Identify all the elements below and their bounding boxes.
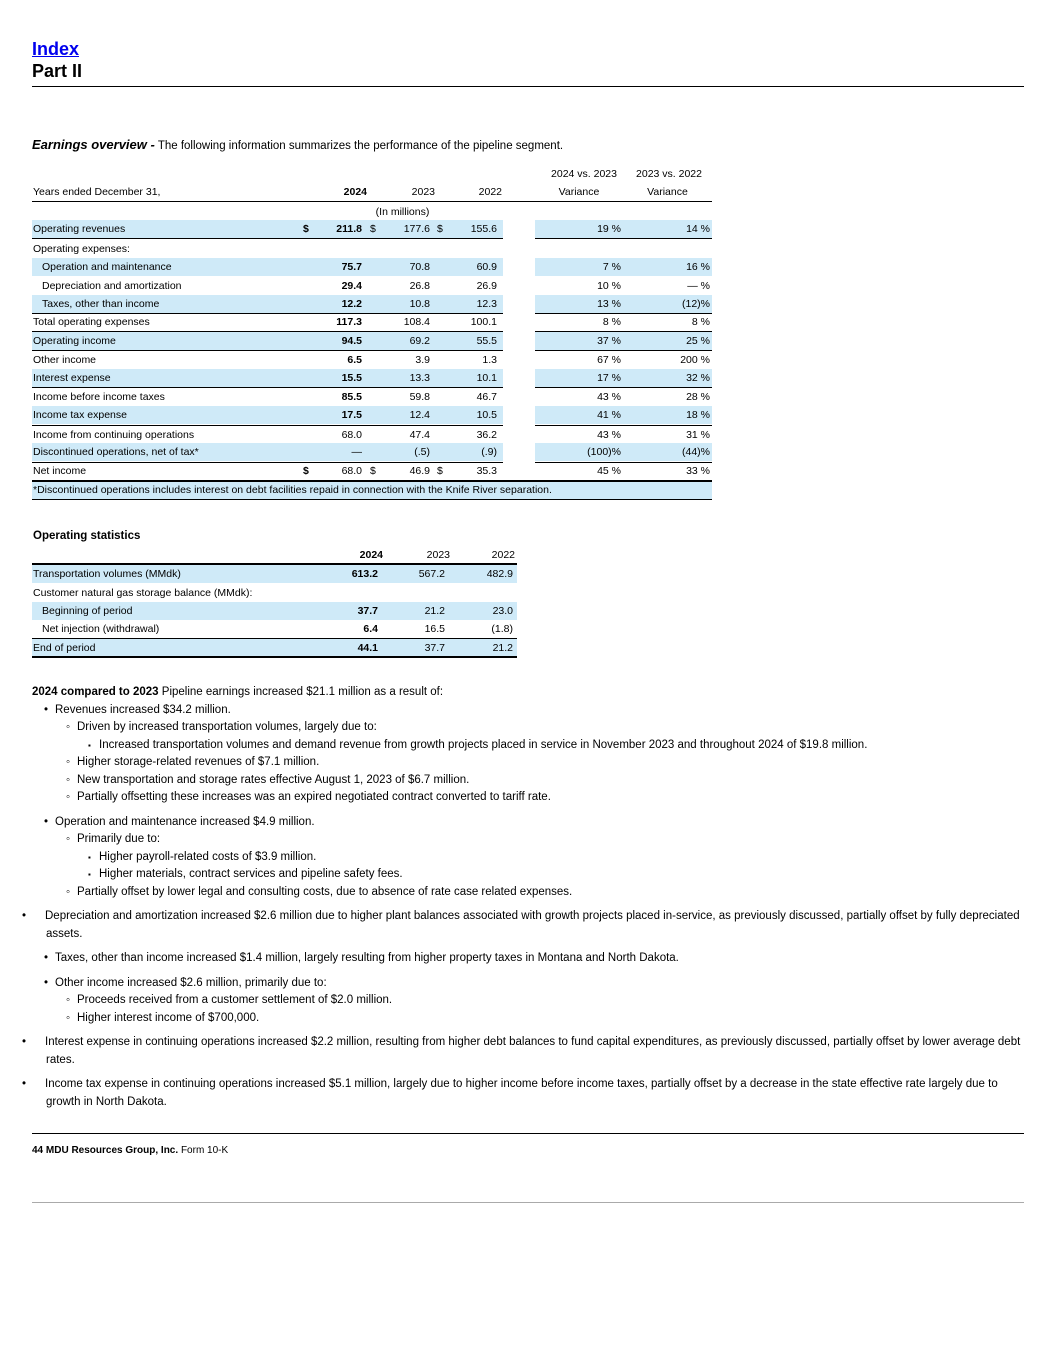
variance-2024-vs-2023: 17 % (597, 372, 621, 384)
dollar-sign: $ (437, 223, 443, 235)
stats-2023-header: 2023 (426, 549, 450, 561)
stats-value-2023: 567.2 (418, 568, 445, 580)
narrative-bullet-item (32, 772, 1032, 790)
narrative-bullet-item (32, 831, 1032, 849)
value-2023: (.5) (414, 446, 430, 458)
variance-2024-vs-2023: (100)% (587, 446, 621, 458)
stats-row-label: Beginning of period (42, 605, 133, 617)
narrative-heading-text: Pipeline earnings increased $21.1 million as a result of: (161, 686, 444, 698)
bullet-icon: ◦ (66, 721, 71, 733)
narrative-bullet-item (32, 975, 1032, 993)
value-2022: 12.3 (476, 298, 497, 310)
value-2024: 17.5 (341, 409, 362, 421)
stats-value-2024: 37.7 (357, 605, 378, 617)
value-2024: 85.5 (341, 391, 362, 403)
variance-2023-vs-2022: 200 % (680, 354, 710, 366)
var2-header-bottom: Variance (647, 186, 688, 198)
row-label: Net income (33, 465, 87, 477)
bullet-icon: ▪ (88, 870, 91, 879)
value-2023: 69.2 (409, 335, 430, 347)
value-2023: 108.4 (403, 316, 430, 328)
footer-rule (32, 1133, 1024, 1134)
dollar-sign: $ (370, 465, 376, 477)
bullet-icon: • (22, 910, 27, 922)
earnings-intro-label: Earnings overview - (32, 137, 155, 152)
bullet-icon: ◦ (66, 773, 71, 786)
value-2023: 46.9 (409, 465, 430, 477)
variance-2023-vs-2022: — % (687, 280, 710, 292)
narrative-bullet-item (32, 950, 1032, 968)
row-label: Discontinued operations, net of tax* (33, 446, 199, 458)
row-label: Operating revenues (33, 223, 126, 235)
stats-row-label: Net injection (withdrawal) (42, 623, 160, 635)
stats-2024-header: 2024 (359, 549, 383, 561)
narrative-item-text: Other income increased $2.6 million, primarily due to: (55, 976, 327, 989)
dollar-sign: $ (303, 223, 309, 235)
footer-form: Form 10-K (180, 1145, 229, 1156)
footer-company: 44 MDU Resources Group, Inc. (32, 1145, 179, 1156)
bullet-icon: ◦ (66, 756, 71, 768)
value-2022: 26.9 (476, 280, 497, 292)
narrative-item-text: Operation and maintenance increased $4.9 million. (55, 815, 315, 828)
value-2024: 75.7 (341, 261, 362, 273)
value-2022: 46.7 (476, 391, 497, 403)
bullet-icon: ◦ (66, 885, 71, 898)
narrative-item-text: Increased transportation volumes and demand revenue from growth projects placed in service in November 2023 and throughout 2024 of $19.8 million. (99, 738, 868, 751)
bullet-icon: ◦ (66, 1011, 71, 1024)
dollar-sign: $ (370, 223, 376, 235)
variance-2023-vs-2022: (12)% (681, 298, 710, 310)
variance-2024-vs-2023: 41 % (597, 409, 621, 421)
value-2024: 211.8 (336, 223, 362, 235)
variance-2023-vs-2022: 18 % (686, 409, 710, 421)
value-2023: 47.4 (409, 429, 430, 441)
bullet-icon: • (44, 815, 49, 828)
narrative-bullet-item (32, 849, 1032, 867)
narrative-item-text: Partially offset by lower legal and consulting costs, due to absence of rate case related expenses. (77, 885, 573, 898)
value-2022: 100.1 (470, 316, 497, 328)
narrative-item-text: Higher storage-related revenues of $7.1 million. (77, 756, 320, 768)
narrative-item-text: Higher interest income of $700,000. (77, 1011, 260, 1024)
stats-row-label: Customer natural gas storage balance (MMdk): (33, 587, 253, 599)
narrative-bullet-item (32, 754, 1032, 772)
narrative-bullet-item (32, 866, 1032, 884)
variance-2024-vs-2023: 10 % (597, 280, 621, 292)
value-2023: 12.4 (409, 409, 430, 421)
bullet-icon: ◦ (66, 833, 71, 845)
value-2024: 15.5 (341, 372, 362, 384)
bullet-icon: • (44, 703, 49, 716)
row-label: Taxes, other than income (42, 298, 160, 310)
bullet-icon: • (44, 952, 49, 964)
part-heading: Part II (32, 61, 83, 81)
narrative-item-text: Taxes, other than income increased $1.4 million, largely resulting from higher property taxes in Montana and North Dakota. (55, 952, 679, 964)
row-label: Other income (33, 354, 97, 366)
earnings-intro-text: The following information summarizes the performance of the pipeline segment. (157, 140, 564, 152)
stats-row-label: End of period (33, 642, 96, 654)
narrative-bullet-item (32, 814, 1032, 832)
bullet-icon: ◦ (66, 791, 71, 803)
dollar-sign: $ (437, 465, 443, 477)
stats-value-2022: 23.0 (492, 605, 513, 617)
narrative-item-text: Income tax expense in continuing operations increased $5.1 million, largely due to higher income before income taxes, partially offset by a decrease in the state effective rate largely due to growth in North Dakota. (45, 1078, 998, 1108)
value-2023: 3.9 (415, 354, 430, 366)
stats-value-2024: 44.1 (357, 642, 378, 654)
narrative-bullet-item (32, 737, 1032, 755)
row-label: Interest expense (33, 372, 111, 384)
var1-header-bottom: Variance (558, 186, 600, 198)
narrative-item-text: Higher payroll-related costs of $3.9 million. (99, 850, 317, 863)
narrative-bullet-item (32, 702, 1032, 720)
value-2022: 35.3 (476, 465, 497, 477)
value-2023: 177.6 (403, 223, 430, 235)
narrative-item-text: Primarily due to: (77, 833, 161, 845)
row-label: Operating income (33, 335, 116, 347)
col-2023-header: 2023 (411, 186, 435, 198)
value-2024: 12.2 (341, 298, 362, 310)
narrative-item-text: Interest expense in continuing operations increased $2.2 million, resulting from higher debt balances to fund capital expenditures, as previously discussed, partially offset by lower average debt rates. (45, 1036, 1021, 1066)
variance-2024-vs-2023: 67 % (597, 354, 621, 366)
row-label: Operating expenses: (33, 243, 130, 255)
operating-stats-table (0, 0, 1055, 680)
value-2022: 1.3 (482, 354, 497, 366)
row-label: Depreciation and amortization (42, 280, 182, 292)
narrative-bullet-item (32, 992, 1032, 1010)
bullet-icon: ◦ (66, 994, 71, 1006)
value-2022: (.9) (481, 446, 497, 458)
stats-value-2023: 37.7 (424, 642, 445, 654)
value-2023: 59.8 (409, 391, 430, 403)
row-label: Total operating expenses (33, 316, 150, 328)
narrative-item-text: Driven by increased transportation volumes, largely due to: (77, 721, 377, 733)
stats-value-2022: 21.2 (492, 642, 513, 654)
index-link[interactable]: Index (32, 39, 80, 59)
narrative-item-text: Depreciation and amortization increased $2.6 million due to higher plant balances associated with growth projects placed in-service, as previously discussed, partially offset by fully depreciated assets. (45, 910, 1020, 940)
stats-value-2022: (1.8) (491, 623, 513, 635)
stats-value-2023: 16.5 (424, 623, 445, 635)
variance-2024-vs-2023: 8 % (602, 316, 621, 328)
narrative-bullet-item (22, 1076, 1032, 1111)
row-label: Income from continuing operations (33, 429, 195, 441)
row-label: Income before income taxes (33, 391, 165, 403)
value-2023: 26.8 (409, 280, 430, 292)
narrative-item-text: Proceeds received from a customer settlement of $2.0 million. (77, 994, 393, 1006)
stats-value-2023: 21.2 (424, 605, 445, 617)
variance-2023-vs-2022: 33 % (686, 465, 710, 477)
years-header: Years ended December 31, (33, 186, 161, 198)
narrative-bullet-item (32, 1010, 1032, 1028)
variance-2023-vs-2022: 25 % (686, 335, 710, 347)
stats-title: Operating statistics (33, 530, 141, 542)
value-2024: — (351, 446, 362, 458)
narrative-heading: 2024 compared to 2023 (32, 686, 159, 698)
value-2024: 68.0 (341, 465, 362, 477)
variance-2023-vs-2022: 28 % (686, 391, 710, 403)
bullet-icon: ▪ (88, 740, 91, 750)
stats-row-label: Transportation volumes (MMdk) (33, 568, 181, 580)
stats-value-2022: 482.9 (486, 568, 513, 580)
variance-2023-vs-2022: 14 % (686, 223, 710, 235)
value-2022: 10.1 (476, 372, 497, 384)
bullet-icon: • (22, 1036, 27, 1048)
stats-value-2024: 6.4 (363, 623, 378, 635)
variance-2024-vs-2023: 37 % (597, 335, 621, 347)
page-bottom-rule (32, 1202, 1024, 1203)
variance-2024-vs-2023: 45 % (597, 465, 621, 477)
col-2022-header: 2022 (478, 186, 502, 198)
value-2024: 68.0 (341, 429, 362, 441)
page-footer (32, 1145, 228, 1156)
narrative-bullet-item (32, 884, 1032, 902)
variance-2023-vs-2022: (44)% (681, 446, 710, 458)
value-2022: 10.5 (476, 409, 497, 421)
value-2024: 29.4 (341, 280, 362, 292)
narrative-bullet-item (22, 1034, 1032, 1069)
dollar-sign: $ (303, 465, 309, 477)
narrative-bullet-item (32, 789, 1032, 807)
variance-2023-vs-2022: 8 % (691, 316, 710, 328)
variance-2024-vs-2023: 19 % (597, 223, 621, 235)
variance-2023-vs-2022: 16 % (686, 261, 710, 273)
row-label: Operation and maintenance (42, 261, 172, 273)
narrative-bullet-item (32, 719, 1032, 737)
value-2022: 155.6 (470, 223, 497, 235)
variance-2023-vs-2022: 31 % (686, 429, 710, 441)
value-2024: 6.5 (347, 354, 362, 366)
row-label: Income tax expense (33, 409, 127, 421)
value-2023: 10.8 (409, 298, 430, 310)
narrative (22, 684, 1032, 1111)
value-2024: 117.3 (336, 316, 362, 328)
value-2022: 60.9 (476, 261, 497, 273)
value-2022: 55.5 (476, 335, 497, 347)
variance-2024-vs-2023: 13 % (597, 298, 621, 310)
narrative-item-text: Partially offsetting these increases was an expired negotiated contract converted to tariff rate. (77, 791, 551, 803)
var2-header-top: 2023 vs. 2022 (636, 168, 702, 180)
value-2023: 70.8 (409, 261, 430, 273)
narrative-item-text: New transportation and storage rates effective August 1, 2023 of $6.7 million. (77, 773, 470, 786)
col-2024-header: 2024 (343, 186, 367, 198)
stats-2022-header: 2022 (491, 549, 515, 561)
footnote: *Discontinued operations includes interest on debt facilities repaid in connection with the Knife River separation. (33, 484, 552, 496)
narrative-bullet-item (22, 908, 1032, 943)
value-2023: 13.3 (409, 372, 430, 384)
value-2022: 36.2 (476, 429, 497, 441)
stats-value-2024: 613.2 (351, 568, 378, 580)
narrative-item-text: Revenues increased $34.2 million. (55, 703, 231, 716)
bullet-icon: • (22, 1078, 27, 1090)
variance-2023-vs-2022: 32 % (686, 372, 710, 384)
bullet-icon: • (44, 976, 49, 989)
value-2024: 94.5 (341, 335, 362, 347)
variance-2024-vs-2023: 43 % (597, 391, 621, 403)
narrative-item-text: Higher materials, contract services and pipeline safety fees. (99, 868, 403, 880)
variance-2024-vs-2023: 43 % (597, 429, 621, 441)
variance-2024-vs-2023: 7 % (602, 261, 621, 273)
units-label: (In millions) (375, 206, 430, 218)
var1-header-top: 2024 vs. 2023 (551, 168, 617, 180)
bullet-icon: ▪ (88, 852, 91, 862)
